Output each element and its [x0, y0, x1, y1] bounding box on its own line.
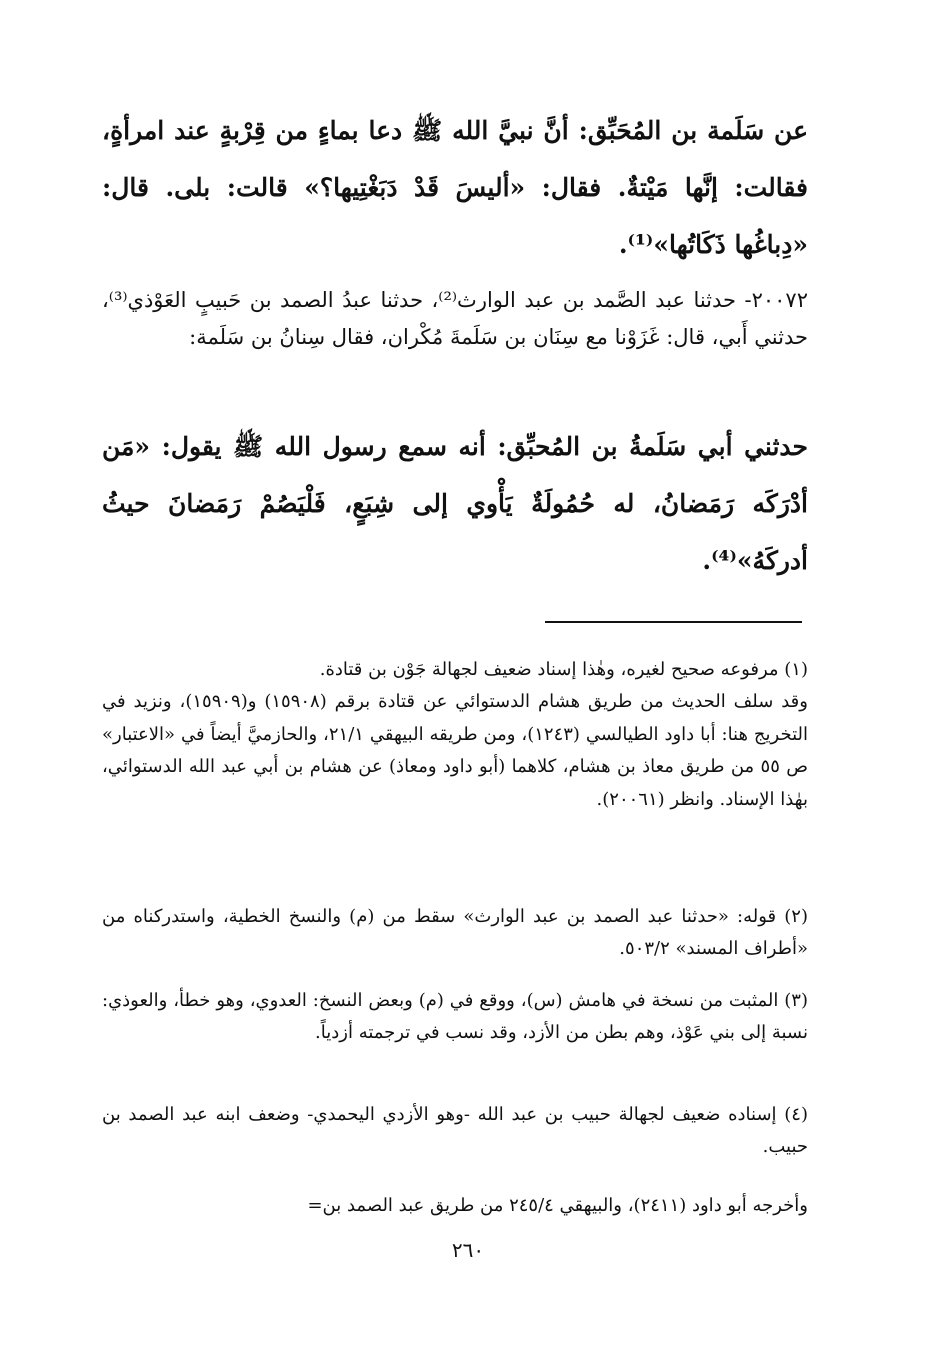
hadith-20072-text: حدثني أبي سَلَمةُ بن المُحبِّق: أنه سمع رسول الله ﷺ يقول: «مَن أدْرَكَه رَمَضانُ، له حُمُولَةٌ يَأْوي إلى شِبَعٍ، فَلْيَصُمْ رَمَضانَ حيثُ أدركَهُ»⁽⁴⁾. — [102, 432, 808, 575]
hadith-20072-isnad: ٢٠٠٧٢- حدثنا عبد الصَّمد بن عبد الوارث⁽²⁾، حدثنا عبدُ الصمد بن حَبيبٍ العَوْذي⁽³⁾، حدثني أَبي، قال: غَزَوْنا مع سِنَان بن سَلَمةَ مُكْران، فقال سِنانُ بن سَلَمة: — [102, 288, 808, 349]
footnote-separator — [545, 621, 802, 623]
hadith-paragraph-1: عن سَلَمة بن المُحَبِّق: أنَّ نبيَّ الله ﷺ دعا بماءٍ من قِرْبةٍ عند امرأةٍ، فقالت: إنَّها مَيْتةٌ. فقال: «أليسَ قَدْ دَبَغْتِيها؟» قالت: بلى. قال: «دِباغُها ذَكَاتُها»⁽¹⁾. — [102, 116, 808, 259]
footnote-2: (٢) قوله: «حدثنا عبد الصمد بن عبد الوارث» سقط من (م) والنسخ الخطية، واستدركناه من «أطراف المسند» ٥٠٣/٢. — [102, 906, 808, 960]
footnote-4: (٤) إسناده ضعيف لجهالة حبيب بن عبد الله -وهو الأزدي اليحمدي- وضعف ابنه عبد الصمد بن حبيب. — [102, 1104, 808, 1158]
footnote-4-continuation: وأخرجه أبو داود (٢٤١١)، والبيهقي ٢٤٥/٤ من طريق عبد الصمد بن= — [307, 1195, 808, 1216]
footnote-1-grading: (١) مرفوعه صحيح لغيره، وهٰذا إسناد ضعيف لجهالة جَوْن بن قتادة. — [319, 659, 808, 680]
footnote-3: (٣) المثبت من نسخة في هامش (س)، ووقع في (م) وبعض النسخ: العدوي، وهو خطأ، والعوذي: نسبة إلى بني عَوْذ، وهم بطن من الأزد، وقد نسب في ترجمته أزدياً. — [102, 990, 808, 1044]
page-number: ٢٦٠ — [451, 1238, 485, 1262]
footnote-1 — [102, 654, 808, 816]
footnote-1-takhrij: وقد سلف الحديث من طريق هشام الدستوائي عن قتادة برقم (١٥٩٠٨) و(١٥٩٠٩)، ونزيد في التخريج هنا: أبا داود الطيالسي (١٢٤٣)، ومن طريقه البيهقي ٢١/١، والحازميَّ أيضاً في «الاعتبار» ص ٥٥ من طريق معاذ بن هشام، كلاهما (أبو داود ومعاذ) عن هشام بن أبي عبد الله الدستوائي، بهٰذا الإسناد. وانظر (٢٠٠٦١). — [102, 691, 808, 810]
